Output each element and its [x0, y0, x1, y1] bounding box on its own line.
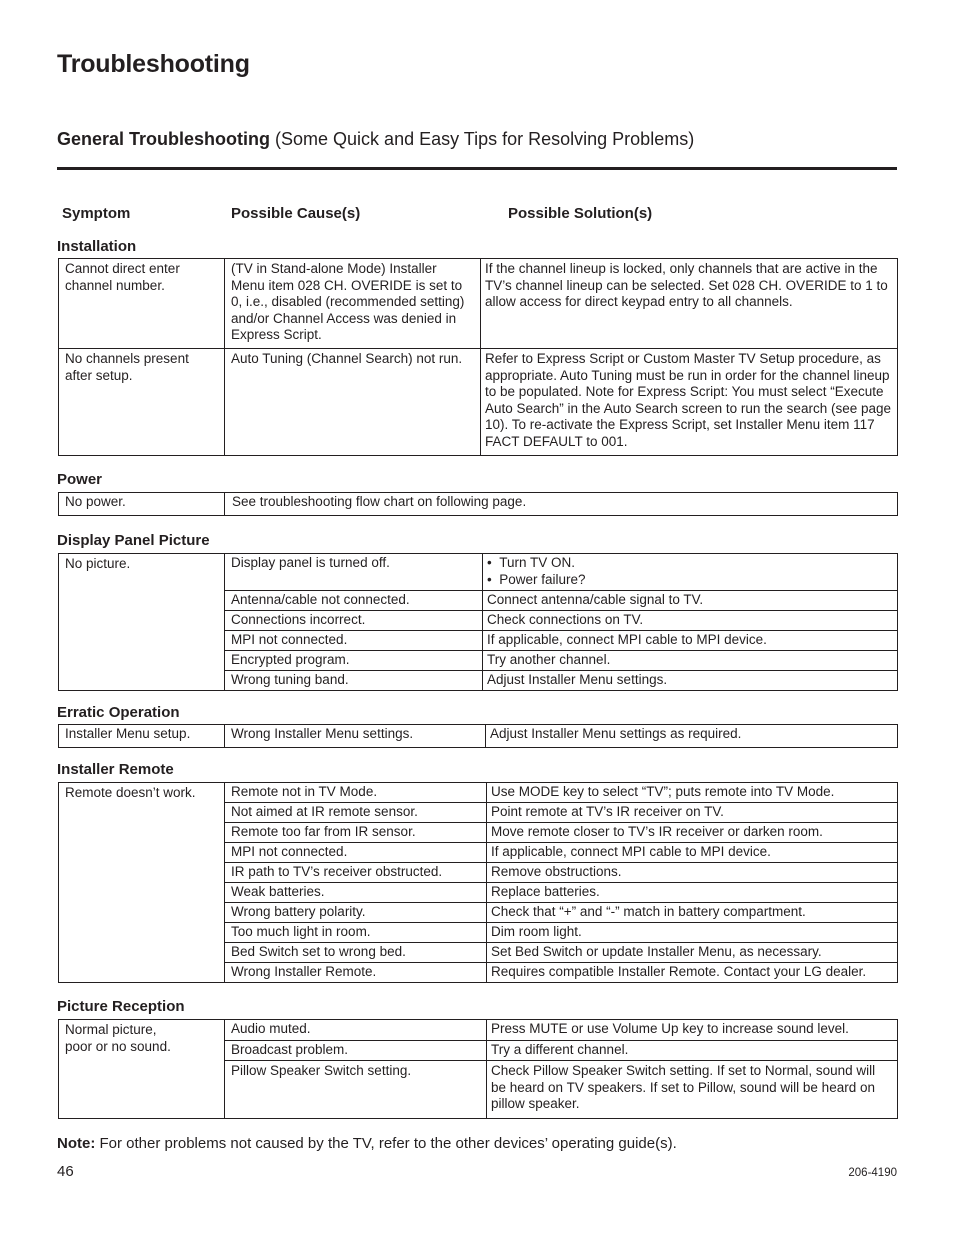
cause-cell: Wrong battery polarity. — [225, 903, 487, 923]
section-title-bold: General Troubleshooting — [57, 129, 271, 149]
cause-cell: Encrypted program. — [225, 650, 483, 670]
group-title-display-panel: Display Panel Picture — [57, 532, 210, 549]
solution-cell: Try a different channel. — [487, 1040, 898, 1061]
symptom-cell: Installer Menu setup. — [59, 725, 225, 748]
group-title-picture-reception: Picture Reception — [57, 998, 185, 1015]
solution-cell: Replace batteries. — [487, 883, 898, 903]
group-title-installer-remote: Installer Remote — [57, 761, 174, 778]
section-title-subtitle: (Some Quick and Easy Tips for Resolving Problems) — [270, 129, 695, 149]
group-title-power: Power — [57, 471, 103, 488]
document-code: 206-4190 — [848, 1167, 897, 1179]
cause-cell: IR path to TV’s receiver obstructed. — [225, 863, 487, 883]
solution-bullet: • Turn TV ON. — [487, 555, 891, 572]
solution-cell: Check connections on TV. — [483, 610, 898, 630]
cause-cell: Too much light in room. — [225, 923, 487, 943]
table-row — [59, 259, 898, 349]
solution-cell: If the channel lineup is locked, only channels that are active in the TV’s channel lineup can be selected. Set 028 CH. OVERIDE to 1 to allow access for direct keypad entry to all channels. — [481, 259, 898, 349]
symptom-cell: No picture. — [59, 554, 225, 691]
column-header-cause: Possible Cause(s) — [231, 205, 361, 222]
solution-cell: Check Pillow Speaker Switch setting. If set to Normal, sound will be heard on TV speakers. If set to Pillow, sound will be heard on pillow speaker. — [487, 1061, 898, 1119]
table-installer-remote — [58, 782, 898, 983]
cause-cell: Auto Tuning (Channel Search) not run. — [225, 349, 481, 456]
symptom-cell: No power. — [59, 493, 225, 516]
symptom-line: Normal picture, — [65, 1022, 157, 1037]
cause-cell: Not aimed at IR remote sensor. — [225, 803, 487, 823]
cause-cell: Remote too far from IR sensor. — [225, 823, 487, 843]
page-title: Troubleshooting — [57, 50, 250, 78]
cause-cell: Audio muted. — [225, 1020, 487, 1041]
cause-cell: Wrong Installer Menu settings. — [225, 725, 486, 748]
cause-cell: Connections incorrect. — [225, 610, 483, 630]
solution-cell — [483, 554, 898, 591]
table-power — [58, 492, 898, 516]
solution-cell: If applicable, connect MPI cable to MPI device. — [487, 843, 898, 863]
section-divider — [57, 167, 897, 170]
table-row — [59, 493, 898, 516]
symptom-cell: Remote doesn’t work. — [59, 783, 225, 983]
cause-cell: MPI not connected. — [225, 630, 483, 650]
column-header-symptom: Symptom — [62, 205, 131, 222]
symptom-cell: Cannot direct enter channel number. — [59, 259, 225, 349]
column-header-solution: Possible Solution(s) — [508, 205, 653, 222]
cause-cell: Wrong Installer Remote. — [225, 963, 487, 983]
table-row — [59, 783, 898, 803]
note — [57, 1135, 677, 1152]
solution-cell: Connect antenna/cable signal to TV. — [483, 590, 898, 610]
cause-cell: Wrong tuning band. — [225, 670, 483, 690]
cause-cell: Display panel is turned off. — [225, 554, 483, 591]
table-display-panel — [58, 553, 898, 691]
note-text: For other problems not caused by the TV, refer to the other devices’ operating guide(s). — [95, 1135, 677, 1152]
solution-cell: Adjust Installer Menu settings as required. — [486, 725, 898, 748]
solution-cell: Set Bed Switch or update Installer Menu, as necessary. — [487, 943, 898, 963]
symptom-cell — [59, 1020, 225, 1119]
solution-cell: Dim room light. — [487, 923, 898, 943]
cause-cell: (TV in Stand-alone Mode) Installer Menu item 028 CH. OVERIDE is set to 0, i.e., disabled (recommended setting) and/or Channel Access was denied in Express Script. — [225, 259, 481, 349]
solution-cell: Move remote closer to TV’s IR receiver or darken room. — [487, 823, 898, 843]
cause-cell: Weak batteries. — [225, 883, 487, 903]
table-picture-reception — [58, 1019, 898, 1119]
page-number: 46 — [57, 1163, 74, 1180]
cause-cell: Pillow Speaker Switch setting. — [225, 1061, 487, 1119]
cause-cell: Broadcast problem. — [225, 1040, 487, 1061]
table-row — [59, 349, 898, 456]
solution-cell: Remove obstructions. — [487, 863, 898, 883]
table-installation — [58, 258, 898, 456]
section-title — [57, 129, 694, 150]
cause-cell: Bed Switch set to wrong bed. — [225, 943, 487, 963]
solution-cell: Adjust Installer Menu settings. — [483, 670, 898, 690]
symptom-cell: No channels present after setup. — [59, 349, 225, 456]
solution-cell: Press MUTE or use Volume Up key to increase sound level. — [487, 1020, 898, 1041]
cause-cell: Antenna/cable not connected. — [225, 590, 483, 610]
table-row — [59, 1020, 898, 1041]
cause-cell: Remote not in TV Mode. — [225, 783, 487, 803]
table-erratic-operation — [58, 724, 898, 748]
solution-cell: See troubleshooting flow chart on following page. — [225, 493, 898, 516]
group-title-installation: Installation — [57, 238, 137, 255]
solution-cell: Refer to Express Script or Custom Master TV Setup procedure, as appropriate. Auto Tuning must be run in order for the channel lineup to be populated. Note for Express Script: You must select “Execute Auto Search” in the Auto Search screen to run the search (see page 10). To re-activate the Express Script, set Installer Menu item 117 FACT DEFAULT to 001. — [481, 349, 898, 456]
solution-cell: Try another channel. — [483, 650, 898, 670]
symptom-line: poor or no sound. — [65, 1038, 171, 1054]
solution-bullet: • Power failure? — [487, 572, 891, 589]
note-label: Note: — [57, 1135, 96, 1152]
solution-cell: Check that “+” and “-” match in battery compartment. — [487, 903, 898, 923]
solution-cell: If applicable, connect MPI cable to MPI device. — [483, 630, 898, 650]
solution-cell: Requires compatible Installer Remote. Contact your LG dealer. — [487, 963, 898, 983]
table-row — [59, 554, 898, 591]
group-title-erratic-operation: Erratic Operation — [57, 704, 180, 721]
solution-cell: Use MODE key to select “TV”; puts remote into TV Mode. — [487, 783, 898, 803]
table-row — [59, 725, 898, 748]
solution-cell: Point remote at TV’s IR receiver on TV. — [487, 803, 898, 823]
cause-cell: MPI not connected. — [225, 843, 487, 863]
